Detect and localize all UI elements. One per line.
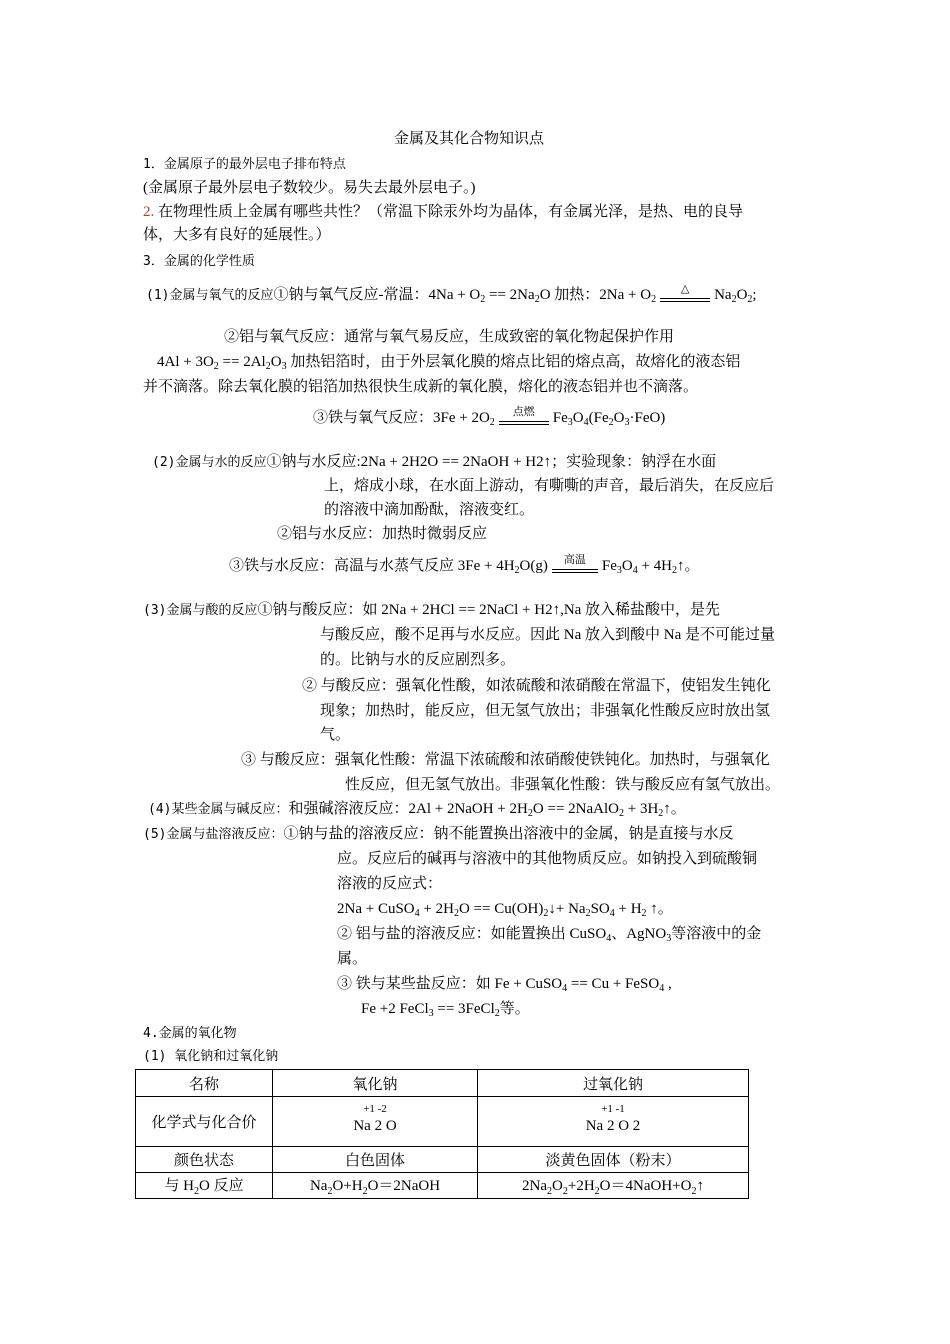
- salt-sodium-line-1: [143, 824, 734, 845]
- eq-text: 2Na: [522, 1178, 548, 1194]
- cell-na2o-formula: [273, 1097, 478, 1147]
- eq-text: O: [270, 354, 282, 370]
- eq-text: 、AgNO: [611, 926, 667, 942]
- subscript: 2: [213, 361, 219, 372]
- water-sodium-line-1: [152, 452, 716, 473]
- cell-na2o2-color: 淡黄色固体（粉末）: [478, 1147, 749, 1173]
- subscript: 4: [609, 908, 615, 919]
- eq-text: 等。: [499, 1001, 530, 1017]
- subscript: 4: [583, 417, 589, 428]
- water-iron-line: [229, 553, 700, 576]
- subscript: 2: [527, 808, 533, 819]
- eq-text: O: [621, 558, 633, 574]
- subscript: 2: [608, 417, 614, 428]
- table-row-color: [136, 1147, 749, 1173]
- table-header-row: [136, 1070, 749, 1097]
- eq-text: 和强碱溶液反应：2Al + 2NaOH + 2H: [288, 801, 528, 817]
- subscript: 4: [562, 983, 568, 994]
- eq-text: O: [736, 287, 748, 303]
- section-1-answer: (金属原子最外层电子数较少。易失去最外层电子。): [143, 180, 476, 196]
- header-sodium-oxide: 氧化钠: [273, 1070, 478, 1097]
- row-label-water: [136, 1173, 273, 1199]
- eq-text: == 3FeCl: [433, 1001, 495, 1017]
- ignite-condition: [499, 405, 549, 428]
- subscript: 3: [281, 361, 287, 372]
- subscript: 2: [651, 294, 657, 305]
- acid-aluminum-line-1: ② 与酸反应：强氧化性酸，如浓硫酸和浓硝酸在常温下，使铝发生钝化: [302, 678, 771, 694]
- water-sodium-line-2: 上，熔成小球，在水面上游动，有嘶嘶的声音，最后消失，在反应后: [324, 478, 775, 494]
- subscript: 2: [747, 294, 753, 305]
- subscript: 3: [616, 565, 622, 576]
- eq-text: O+H: [332, 1178, 363, 1194]
- subscript: 3: [666, 933, 672, 944]
- section-4-heading: 4.金属的氧化物: [143, 1026, 237, 1041]
- section-3-heading: 3．金属的化学性质: [143, 254, 255, 269]
- subscript: 2: [489, 417, 495, 428]
- subscript: 2: [265, 361, 271, 372]
- subscript: 4: [606, 933, 612, 944]
- subscript: 2: [641, 908, 647, 919]
- eq-text: O(g): [519, 558, 548, 574]
- eq-text: ①钠与盐的溶液反应：钠不能置换出溶液中的金属，钠是直接与水反: [283, 826, 734, 842]
- acid-iron-line-1: ③ 与酸反应：强氧化性酸：常温下浓硫酸和浓硝酸使铁钝化。加热时，与强氧化: [241, 752, 770, 768]
- oxidation-states: +1 -1: [601, 1103, 625, 1115]
- eq-text: O == 2NaAlO: [532, 801, 619, 817]
- formula: Na 2 O 2: [585, 1118, 641, 1134]
- row-label-formula: 化学式与化合价: [136, 1097, 273, 1147]
- page-title: 金属及其化合物知识点: [394, 131, 545, 147]
- label-text: 与 H: [164, 1178, 194, 1194]
- subscript: 2: [585, 908, 591, 919]
- salt-aluminum-line-2: 属。: [337, 951, 368, 967]
- eq-text: Fe: [601, 558, 617, 574]
- eq-text: ·FeO): [629, 410, 666, 426]
- eq-text: ↑。: [663, 801, 686, 817]
- section-4-subheading: (1) 氧化钠和过氧化钠: [143, 1049, 279, 1064]
- salt-iron-line-1: [337, 974, 672, 994]
- subscript: 3: [567, 417, 573, 428]
- subscript: 2: [327, 1186, 333, 1197]
- condition-label: 高温: [563, 553, 586, 566]
- subscript: 2: [494, 1008, 500, 1019]
- subscript: 2: [672, 565, 678, 576]
- oxidation-states: +1 -2: [363, 1103, 387, 1115]
- subscript: 2: [658, 808, 664, 819]
- oxygen-iron-line: [313, 405, 666, 428]
- eq-text: + 3H: [623, 801, 659, 817]
- eq-text: Na: [309, 1178, 328, 1194]
- eq-text: ,: [664, 976, 672, 992]
- subscript: 3: [624, 417, 630, 428]
- eq-text: + 4H: [637, 558, 673, 574]
- eq-text: O＝2NaOH: [367, 1178, 441, 1194]
- subscript: 4: [632, 565, 638, 576]
- eq-text: O: [572, 410, 584, 426]
- subscript: 2: [453, 908, 459, 919]
- subscript: 2: [514, 565, 520, 576]
- salt-sodium-equation: [337, 899, 673, 919]
- base-reaction-line: [148, 799, 686, 820]
- eq-text: == 2Na: [485, 287, 535, 303]
- cell-na2o2-water: [478, 1173, 749, 1199]
- section-2-line-1: [143, 202, 743, 222]
- cell-na2o-color: 白色固体: [273, 1147, 478, 1173]
- subscript: 4: [414, 908, 420, 919]
- eq-text: 等溶液中的金: [671, 926, 762, 942]
- high-temp-condition: [552, 553, 598, 576]
- eq-text: +2H: [567, 1178, 595, 1194]
- salt-aluminum-line-1: [337, 924, 761, 944]
- subscript: 2: [194, 1186, 199, 1197]
- acid-sodium-line-2: 与酸反应，酸不足再与水反应。因此 Na 放入到酸中 Na 是不可能过量: [320, 627, 775, 643]
- section-1-heading: 1．金属原子的最外层电子排布特点: [143, 157, 346, 172]
- acid-iron-line-2: 性反应，但无氢气放出。非强氧化性酸：铁与酸反应有氢气放出。: [345, 777, 781, 793]
- eq-text: ①钠与水反应:2Na + 2H2O == 2NaOH + H2↑；实验现象：钠浮在水面: [266, 454, 717, 470]
- eq-text: Fe: [552, 410, 568, 426]
- eq-text: ①钠与酸反应：如 2Na + 2HCl == 2NaCl + H2↑,Na 放入稀盐酸中，是先: [257, 602, 721, 618]
- eq-text: ①钠与氧气反应-常温：4Na + O: [273, 287, 481, 303]
- salt-sodium-line-2: 应。反应后的碱再与溶液中的其他物质反应。如钠投入到硫酸铜: [337, 851, 758, 867]
- heat-condition: [660, 282, 710, 305]
- header-name: 名称: [136, 1070, 273, 1097]
- eq-text: 4Al + 3O: [157, 354, 214, 370]
- oxide-comparison-table: [135, 1069, 749, 1199]
- eq-text: 加热铝箔时，由于外层氧化膜的熔点比铝的熔点高，故熔化的液态铝: [286, 354, 741, 370]
- eq-text: ③铁与水反应：高温与水蒸气反应 3Fe + 4H: [229, 558, 515, 574]
- eq-text: O: [552, 1178, 563, 1194]
- eq-text: ↑。: [646, 901, 673, 917]
- subscript: 2: [618, 808, 624, 819]
- eq-text: + 2H: [419, 901, 454, 917]
- acid-aluminum-line-2: 现象；加热时，能反应，但无氢气放出；非强氧化性酸反应时放出氢: [320, 703, 771, 719]
- part-3-label: (3)金属与酸的反应: [143, 603, 258, 618]
- subscript: 2: [362, 1186, 368, 1197]
- section-2-text: 在物理性质上金属有哪些共性？（常温下除汞外均为晶体，有金属光泽，是热、电的良导: [158, 204, 744, 220]
- header-sodium-peroxide: 过氧化钠: [478, 1070, 749, 1097]
- oxygen-aluminum-line-3: 并不滴落。除去氧化膜的铝箔加热很快生成新的氧化膜，熔化的液态铝并也不滴落。: [143, 379, 699, 395]
- eq-text: Fe +2 FeCl: [361, 1001, 429, 1017]
- subscript: 2: [594, 1186, 600, 1197]
- eq-text: ↓+ Na: [548, 901, 586, 917]
- subscript: 3: [428, 1008, 434, 1019]
- part-2-label: (2)金属与水的反应: [152, 455, 267, 470]
- eq-text: ③铁与氧气反应：3Fe + 2O: [313, 410, 490, 426]
- salt-sodium-line-3: 溶液的反应式：: [337, 876, 443, 892]
- subscript: 2: [731, 294, 737, 305]
- subscript: 2: [543, 908, 549, 919]
- subscript: 2: [547, 1186, 553, 1197]
- cell-na2o2-formula: [478, 1097, 749, 1147]
- subscript: 4: [659, 983, 665, 994]
- row-label-color: 颜色状态: [136, 1147, 273, 1173]
- acid-sodium-line-3: 的。比钠与水的反应剧烈多。: [320, 652, 516, 668]
- subscript: 2: [534, 294, 540, 305]
- eq-text: ↑。: [677, 558, 700, 574]
- eq-text: 2Na + CuSO: [337, 901, 415, 917]
- water-sodium-line-3: 的溶液中滴加酚酞，溶液变红。: [324, 502, 535, 518]
- part-4-label: (4)某些金属与碱反应：: [148, 802, 289, 817]
- eq-text: O＝4NaOH+O: [599, 1178, 692, 1194]
- subscript: 2: [691, 1186, 697, 1197]
- section-2-line-2: 体，大多有良好的延展性。）: [143, 227, 331, 243]
- eq-text: == 2Al: [218, 354, 266, 370]
- eq-text: ③ 铁与某些盐反应：如 Fe + CuSO: [337, 976, 563, 992]
- eq-text: ↑: [696, 1178, 704, 1194]
- eq-text: SO: [590, 901, 610, 917]
- water-aluminum-line: ②铝与水反应：加热时微弱反应: [277, 526, 488, 542]
- acid-aluminum-line-3: 气。: [320, 727, 351, 743]
- eq-text: == Cu + FeSO: [567, 976, 660, 992]
- table-row-formula: [136, 1097, 749, 1147]
- condition-label: 点燃: [512, 405, 535, 418]
- section-2-number: 2.: [143, 204, 155, 220]
- subscript: 2: [562, 1186, 568, 1197]
- part-1-label: (1)金属与氧气的反应: [146, 288, 274, 303]
- acid-sodium-line-1: [143, 600, 720, 621]
- eq-text: O == Cu(OH): [458, 901, 544, 917]
- oxygen-aluminum-line-1: ②铝与氧气反应：通常与氧气易反应，生成致密的氧化物起保护作用: [224, 329, 675, 345]
- subscript: 2: [480, 294, 486, 305]
- part-5-label: (5)金属与盐溶液反应：: [143, 827, 284, 842]
- formula: Na 2 O: [353, 1118, 397, 1134]
- eq-text: O 加热：2Na + O: [539, 287, 652, 303]
- cell-na2o-water: [273, 1173, 478, 1199]
- eq-text: (Fe: [588, 410, 609, 426]
- eq-text: O: [613, 410, 625, 426]
- oxygen-aluminum-line-2: [157, 352, 740, 372]
- condition-label: △: [680, 282, 690, 295]
- oxygen-sodium-line: [146, 282, 757, 306]
- table-row-water: [136, 1173, 749, 1199]
- eq-text: + H: [614, 901, 642, 917]
- eq-text: Na: [714, 287, 732, 303]
- eq-text: ;: [752, 287, 757, 303]
- salt-iron-line-2: [361, 999, 530, 1019]
- eq-text: ② 铝与盐的溶液反应：如能置换出 CuSO: [337, 926, 607, 942]
- label-text: O 反应: [199, 1178, 244, 1194]
